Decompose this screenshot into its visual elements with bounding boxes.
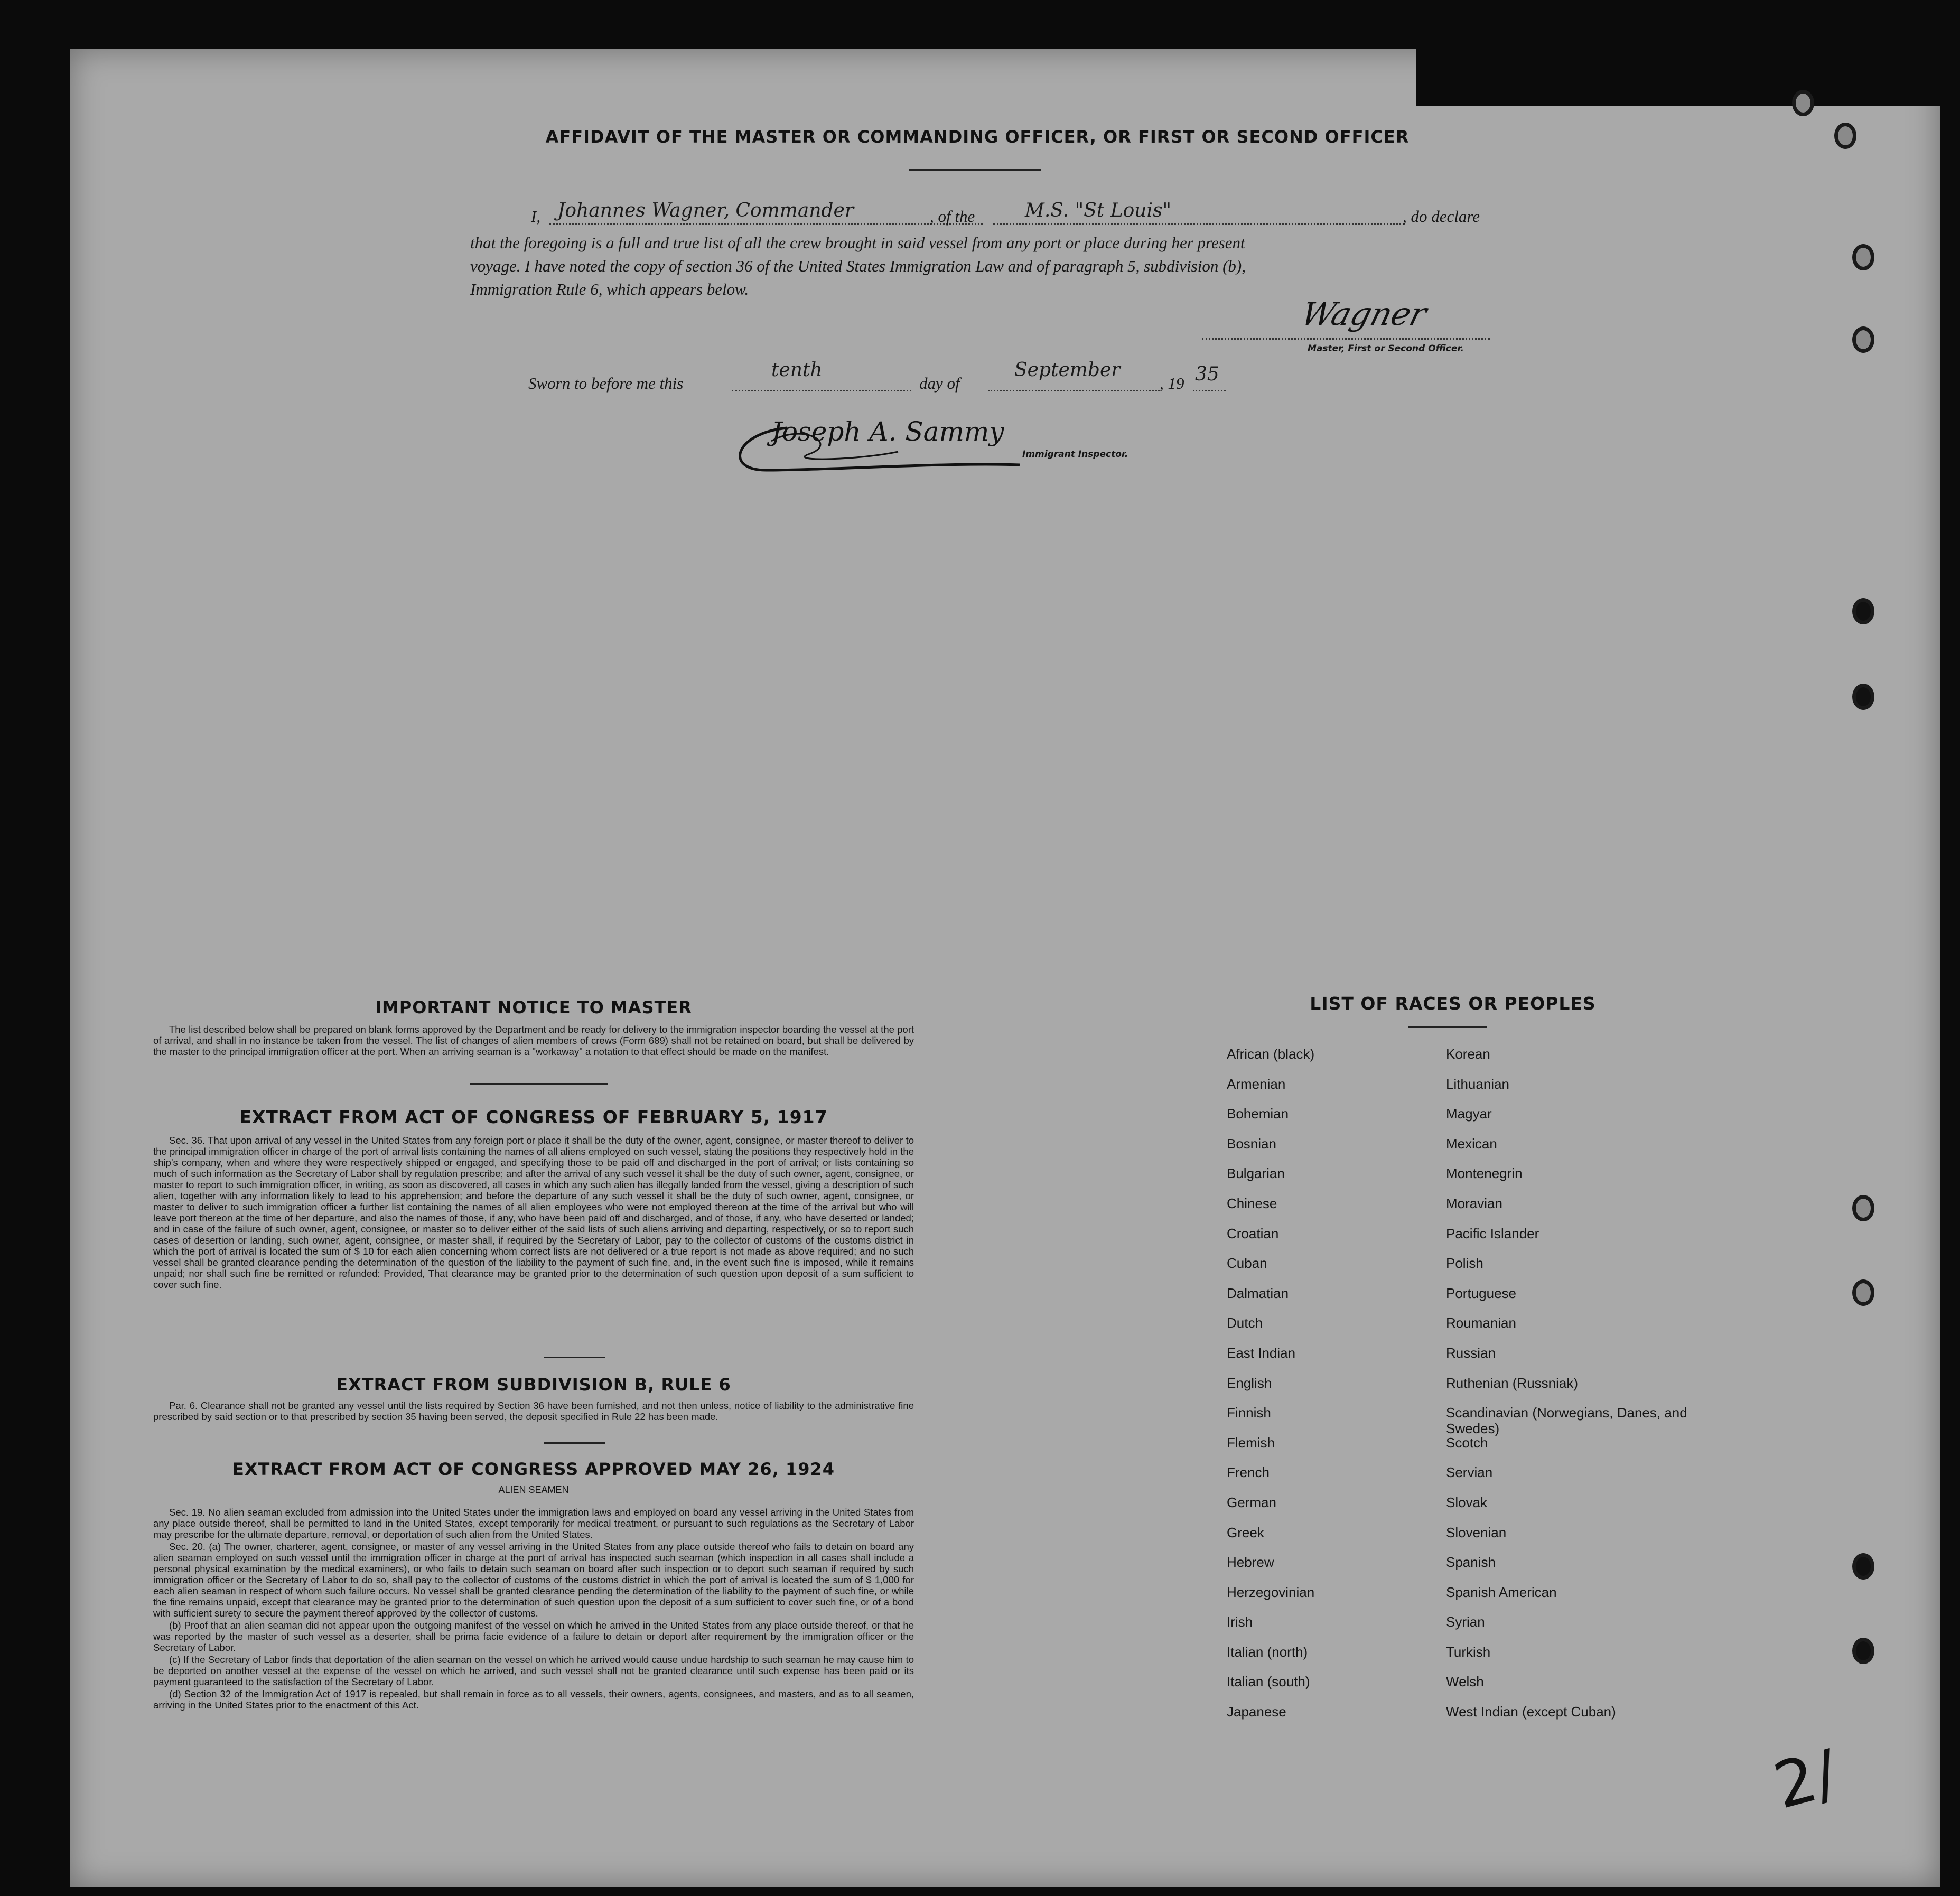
binder-hole [1852, 244, 1874, 270]
vessel-blank [993, 223, 1405, 225]
race-item: Spanish [1446, 1554, 1496, 1571]
race-item: Pacific Islander [1446, 1225, 1539, 1241]
sworn-month: September [1014, 359, 1121, 381]
inspector-caption: Immigrant Inspector. [1022, 449, 1128, 460]
race-item: Moravian [1446, 1195, 1502, 1211]
notice-text [153, 1024, 914, 1058]
handwritten-page-number: 2/ [1767, 1736, 1845, 1824]
sec-20a-paragraph: Sec. 20. (a) The owner, charterer, agent, consignee, or master of any vessel arriving in the United States from any place outside thereof who fails to detain on board any alien seaman employed on such vessel until the immigration officer in charge at the port of arrival has inspected such seaman (which inspection in all cases shall include a personal physical examination by the medical examiners), or who fails to detain such seaman on board after such inspection or to deport such seaman if required by such immigration officer or the Secretary of Labor to do so, shall pay to the collector of customs of the customs district in which the port of arrival is located the sum of $ 1,000 for each alien seaman in respect of whom such failure occurs. No vessel shall be granted clearance pending the determination of the liability to the payment of such fine, or while the fine remains unpaid, except that clearance may be granted prior to the determination of such question upon the deposit of a sum sufficient to cover such fine, or of a bond with sufficient surety to secure the payment thereof approved by the collector of customs. [153, 1541, 914, 1619]
race-item: Scandinavian (Norwegians, Danes, and Swedes) [1446, 1405, 1687, 1437]
notice-title: IMPORTANT NOTICE TO MASTER [375, 997, 692, 1017]
race-item: Magyar [1446, 1106, 1492, 1122]
extract-1924-text [153, 1507, 914, 1712]
race-item: Dalmatian [1227, 1285, 1289, 1301]
race-item: East Indian [1227, 1344, 1296, 1361]
master-signature-line [1202, 338, 1490, 340]
race-item: Portuguese [1446, 1285, 1516, 1301]
races-title: LIST OF RACES OR PEOPLES [1310, 993, 1596, 1014]
affidavit-i: I, [531, 207, 541, 226]
affidavit-text-3: Immigration Rule 6, which appears below. [470, 280, 749, 298]
of-the-label: , of the [930, 207, 975, 226]
race-item: Armenian [1227, 1076, 1286, 1092]
alien-seamen-subtitle: ALIEN SEAMEN [498, 1484, 569, 1495]
race-item: French [1227, 1464, 1270, 1481]
race-item: Slovenian [1446, 1524, 1507, 1540]
sec-20b-paragraph: (b) Proof that an alien seaman did not appear upon the outgoing manifest of the vessel on which he arrived in the United States from any place outside thereof, or that he was reported by the master of such vessel as a deserter, shall be prima facie evidence of a failure to detain or deport after requirement by the immigration officer or the Secretary of Labor. [153, 1620, 914, 1653]
race-item: Chinese [1227, 1195, 1277, 1211]
race-item: Croatian [1227, 1225, 1279, 1241]
master-signature: Wagner [1297, 296, 1431, 333]
sec-20d-paragraph: (d) Section 32 of the Immigration Act of 1917 is repealed, but shall remain in force as to all vessels, their owners, agents, consignees, and masters, and as to all seamen, arriving in the United States prior to the enactment of this Act. [153, 1688, 914, 1711]
race-item: Montenegrin [1446, 1165, 1523, 1182]
master-caption: Master, First or Second Officer. [1308, 343, 1464, 354]
page-shadow [1416, 0, 1960, 106]
sworn-label: Sworn to before me this [528, 374, 684, 393]
par-6-paragraph: Par. 6. Clearance shall not be granted any vessel until the lists required by Section 36 have been furnished, and not then unless, notice of liability to the administrative fine prescribed by said section or to that prescribed by section 35 having been served, the deposit specified in Rule 22 has been made. [153, 1400, 914, 1422]
race-item: Dutch [1227, 1315, 1263, 1331]
race-item: Italian (north) [1227, 1643, 1308, 1660]
do-declare-label: , do declare [1403, 207, 1480, 226]
race-item: Korean [1446, 1046, 1490, 1062]
extract-1917-title: EXTRACT FROM ACT OF CONGRESS OF FEBRUARY 5, 1917 [239, 1107, 828, 1127]
race-item: Russian [1446, 1344, 1496, 1361]
race-item: Finnish [1227, 1405, 1271, 1421]
race-item: Bulgarian [1227, 1165, 1285, 1182]
notice-paragraph: The list described below shall be prepared on blank forms approved by the Department and be ready for delivery to the immigration inspector boarding the vessel at the port of arrival, and shall in no instance be taken from the vessel. The list of changes of alien members of crews (Form 689) shall not be retained on board, but shall be delivered by the master to the principal immigration officer at the port. When an arriving seaman is a "workaway" a notation to that effect should be made on the manifest. [153, 1024, 914, 1057]
race-item: African (black) [1227, 1046, 1315, 1062]
race-item: Irish [1227, 1614, 1253, 1630]
divider [909, 169, 1041, 171]
signature-flourish [724, 412, 1062, 491]
race-item: Greek [1227, 1524, 1264, 1540]
race-item: Ruthenian (Russniak) [1446, 1375, 1579, 1391]
day-of-label: day of [919, 374, 960, 393]
sec-19-paragraph: Sec. 19. No alien seaman excluded from admission into the United States under the immigration laws and employed on board any vessel arriving in the United States from any place outside thereof, shall be permitted to land in the United States, except temporarily for medical treatment, or pursuant to such regulations as the Secretary of Labor may prescribe for the ultimate departure, removal, or deportation of such alien from the United States. [153, 1507, 914, 1540]
inspector-signature: Joseph A. Sammy [771, 416, 1004, 447]
race-item: West Indian (except Cuban) [1446, 1704, 1616, 1720]
divider [544, 1357, 605, 1358]
sworn-day: tenth [771, 359, 823, 381]
extract-1924-title: EXTRACT FROM ACT OF CONGRESS APPROVED MAY 26, 1924 [232, 1459, 835, 1479]
race-item: Bohemian [1227, 1106, 1289, 1122]
binder-hole [1852, 598, 1874, 624]
rule6-text [153, 1400, 914, 1423]
race-item: Bosnian [1227, 1135, 1276, 1152]
binder-hole [1852, 1553, 1874, 1580]
race-item: German [1227, 1494, 1276, 1510]
race-item: Turkish [1446, 1643, 1491, 1660]
binder-hole [1852, 684, 1874, 710]
race-item: Hebrew [1227, 1554, 1274, 1571]
race-item: Italian (south) [1227, 1674, 1310, 1690]
race-item: Spanish American [1446, 1584, 1557, 1600]
race-item: Japanese [1227, 1704, 1286, 1720]
race-item: Flemish [1227, 1434, 1275, 1451]
race-item: Cuban [1227, 1255, 1267, 1272]
binder-hole [1852, 1638, 1874, 1664]
divider [470, 1083, 608, 1085]
races-left-column [1227, 1046, 1427, 1734]
sec-20c-paragraph: (c) If the Secretary of Labor finds that deportation of the alien seaman on the vessel on which he arrived would cause undue hardship to such seaman he may cause him to be deported on another vessel at the expense of the vessel on which he arrived, and such vessel shall not be granted clearance until such expense has been paid or its payment guaranteed to the satisfaction of the Secretary of Labor. [153, 1654, 914, 1687]
affidavit-text-1: that the foregoing is a full and true list of all the crew brought in said vessel from any port or place during her present [470, 234, 1245, 252]
binder-hole [1792, 90, 1814, 116]
year-blank [1193, 390, 1226, 391]
sworn-year: 35 [1195, 363, 1219, 385]
race-item: Slovak [1446, 1494, 1488, 1510]
race-item: Servian [1446, 1464, 1493, 1481]
divider [1408, 1026, 1487, 1028]
section-36-paragraph: Sec. 36. That upon arrival of any vessel in the United States from any foreign port or place it shall be the duty of the owner, agent, consignee, or master thereof to deliver to the principal immigration officer in charge of the port of arrival lists containing the names of all aliens employed on such vessel, stating the positions they respectively hold in the ship's company, when and where they were respectively shipped or engaged, and specifying those to be paid off and discharged in the port of arrival; or lists containing so much of such information as the Secretary of Labor shall by regulation prescribe; and after the arrival of any such vessel it shall be the duty of such owner, agent, consignee, or master to report to such immigration officer, in writing, as soon as discovered, all cases in which any such alien has illegally landed from the vessel, giving a description of such alien, together with any information likely to lead to his apprehension; and before the departure of any such vessel it shall be the duty of such owner, agent, consignee, or master to deliver to such immigration officer a further list containing the names of all alien employees who were not employed thereon at the time of the arrival but who will leave port thereon at the time of her departure, and also the names of those, if any, who have been paid off and discharged, and of those, if any, who have deserted or landed; and in case of the failure of such owner, agent, consignee, or master so to deliver either of the said lists of such aliens arriving and departing, respectively, or so to report such cases of desertion or landing, such owner, agent, consignee, or master shall, if required by the Secretary of Labor, pay to the collector of customs of the customs district in which the port of arrival is located the sum of $ 10 for each alien concerning whom correct lists are not delivered or a true report is not made as above required; and no such vessel shall be granted clearance pending the determination of the question of the liability to the payment of such fine, and, in the event such fine is imposed, while it remains unpaid; nor shall such fine be remitted or refunded: Provided, That clearance may be granted prior to the determination of such question upon deposit of a sum sufficient to cover such fine. [153, 1135, 914, 1290]
race-item: Welsh [1446, 1674, 1484, 1690]
rule6-title: EXTRACT FROM SUBDIVISION B, RULE 6 [336, 1375, 731, 1395]
race-item: Roumanian [1446, 1315, 1516, 1331]
extract-1917-text [153, 1135, 914, 1291]
race-item: Polish [1446, 1255, 1483, 1272]
race-item: Syrian [1446, 1614, 1485, 1630]
affidavit-title: AFFIDAVIT OF THE MASTER OR COMMANDING OFFICER, OR FIRST OR SECOND OFFICER [545, 127, 1410, 147]
name-blank [549, 223, 983, 225]
divider [544, 1442, 605, 1444]
races-right-column [1446, 1046, 1710, 1734]
vessel-name: M.S. "St Louis" [1025, 200, 1172, 221]
race-item: English [1227, 1375, 1272, 1391]
binder-hole [1852, 326, 1874, 353]
binder-hole [1834, 123, 1856, 149]
race-item: Lithuanian [1446, 1076, 1509, 1092]
affidavit-text-2: voyage. I have noted the copy of section 36 of the United States Immigration Law and of paragraph 5, subdivision (b), [470, 257, 1246, 275]
month-blank [988, 390, 1160, 391]
master-name: Johannes Wagner, Commander [557, 200, 854, 221]
binder-hole [1852, 1195, 1874, 1221]
race-item: Herzegovinian [1227, 1584, 1315, 1600]
year-prefix: , 19 [1160, 374, 1184, 393]
binder-hole [1852, 1279, 1874, 1306]
race-item: Scotch [1446, 1434, 1488, 1451]
day-blank [732, 390, 911, 391]
race-item: Mexican [1446, 1135, 1497, 1152]
